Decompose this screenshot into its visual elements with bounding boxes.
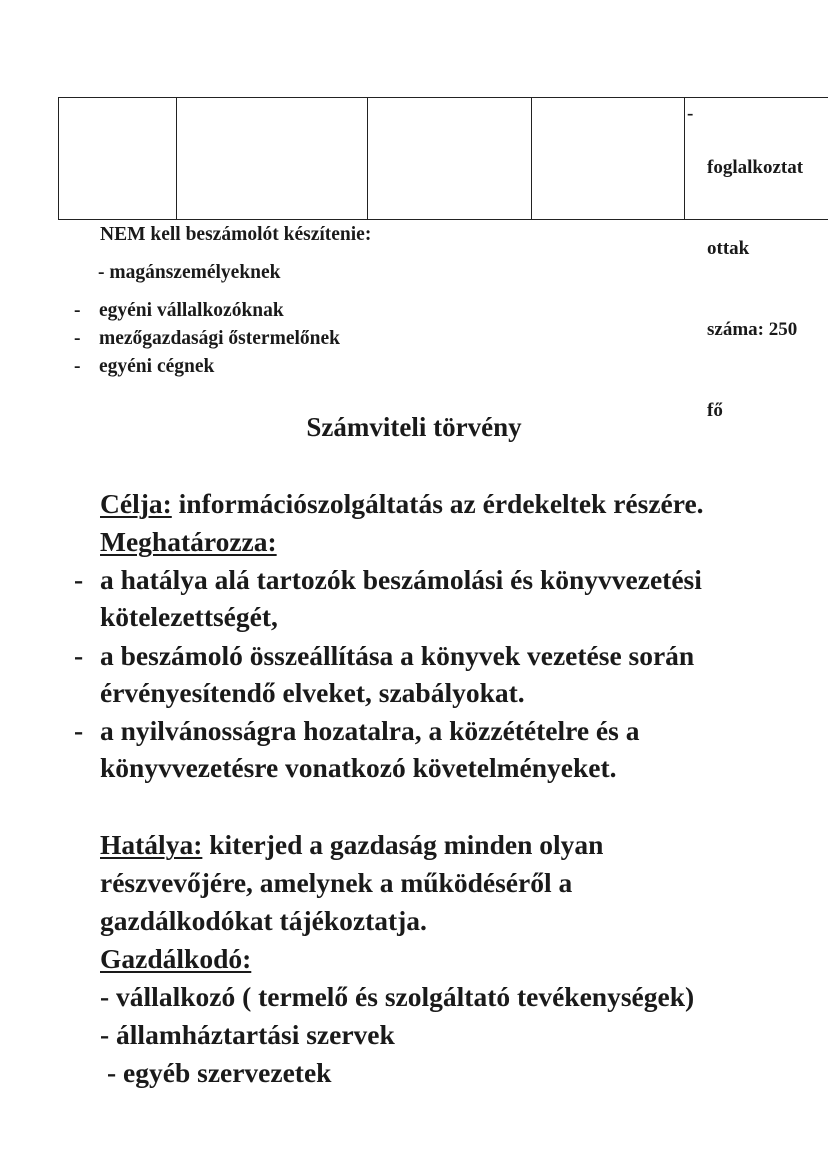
defines-item-line: könyvvezetésre vonatkozó követelményeket. [100,752,617,783]
bullet-dash: - [74,356,81,377]
defines-item-line: érvényesítendő elveket, szabályokat. [100,677,525,708]
scope-line: gazdálkodókat tájékoztatja. [100,905,427,936]
defines-label-text: Meghatározza: [100,526,277,557]
purpose-label: Célja: [100,488,172,519]
bullet-dash: - [74,640,84,671]
exempt-item: egyéni vállalkozóknak [99,300,284,321]
bullet-dash: - [74,715,84,746]
defines-item-line: a beszámoló összeállítása a könyvek vezetése során [100,640,695,671]
manager-label-text: Gazdálkodó: [100,943,252,974]
defines-label [100,526,277,558]
manager-label [100,943,251,975]
bullet-dash: - [687,103,694,124]
exempt-item: mezőgazdasági őstermelőnek [99,328,340,349]
manager-item: - vállalkozó ( termelő és szolgáltató tevékenységek) [100,981,695,1012]
cell-line: fő [707,400,723,421]
exempt-item: - magánszemélyeknek [98,262,281,283]
defines-item-line: kötelezettségét, [100,601,278,632]
page-title: Számviteli törvény [306,412,522,442]
purpose-line [100,488,704,520]
bullet-dash: - [74,300,81,321]
cell-line: foglalkoztat [707,157,804,178]
cell-line: száma: 250 [707,319,798,340]
defines-item-line: a nyilvánosságra hozatalra, a közzétételre és a [100,715,640,746]
table-divider [684,98,685,219]
table-divider [367,98,368,219]
exempt-heading: NEM kell beszámolót készítenie: [100,224,372,245]
defines-item-line: a hatálya alá tartozók beszámolási és könyvvezetési [100,564,702,595]
table-divider [531,98,532,219]
scope-text: kiterjed a gazdaság minden olyan [202,829,604,860]
bullet-dash: - [74,328,81,349]
scope-line: részvevőjére, amelynek a működéséről a [100,867,573,898]
table-divider [176,98,177,219]
bullet-dash: - [74,564,84,595]
scope-label: Hatálya: [100,829,203,860]
exempt-item: egyéni cégnek [99,356,215,377]
purpose-text: információszolgáltatás az érdekeltek részére. [171,488,704,519]
scope-line [100,829,603,861]
manager-item: - egyéb szervezetek [107,1057,332,1088]
cell-line: ottak [707,238,750,259]
manager-item: - államháztartási szervek [100,1019,395,1050]
